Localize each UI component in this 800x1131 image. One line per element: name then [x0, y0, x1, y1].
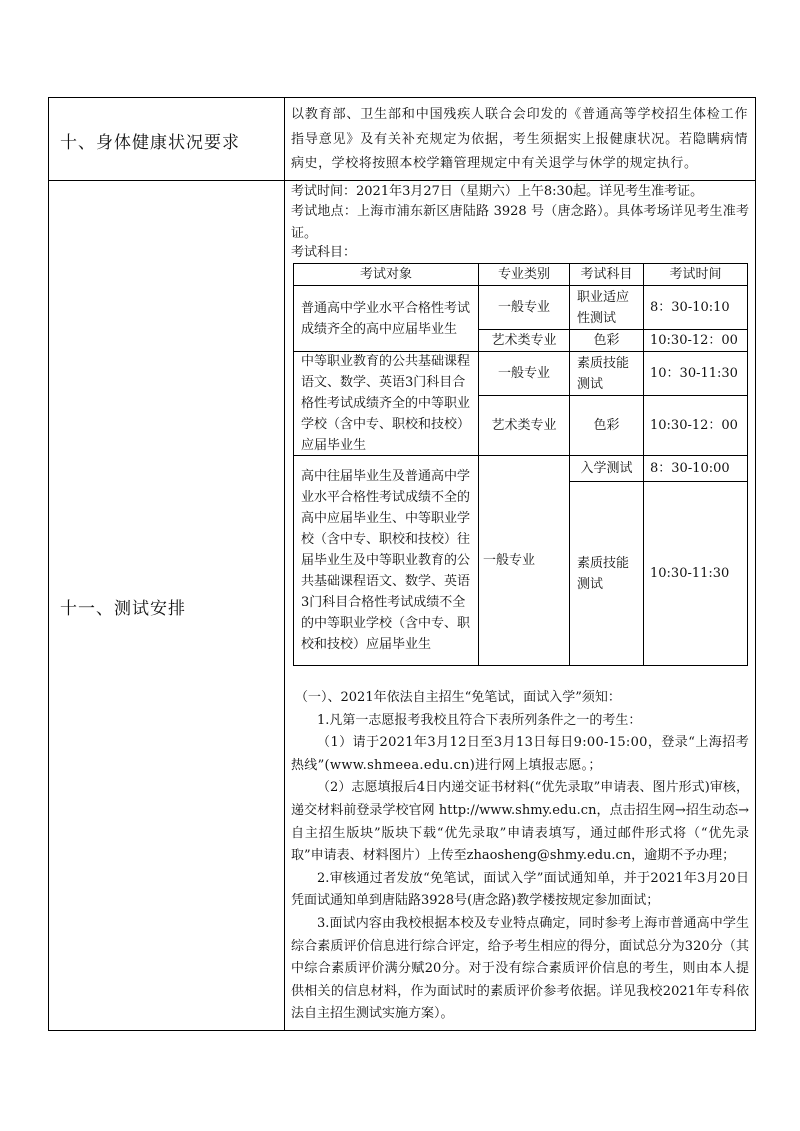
exam-schedule-table [293, 263, 748, 666]
notice-heading: （一）、2021年依法自主招生“免笔试，面试入学”须知： [295, 690, 621, 705]
group3-category: 一般专业 [482, 553, 535, 568]
group1-row1-subject [577, 286, 637, 329]
table-left-border [48, 97, 49, 1031]
group1-target-text: 普通高中学业水平合格性考试成绩齐全的高中应届毕业生 [301, 300, 471, 337]
table-top-border [48, 97, 756, 98]
header-subject: 考试科目 [580, 267, 633, 282]
group1-row2-subject: 色彩 [593, 333, 620, 348]
group2-row1-time: 10：30-11:30 [650, 366, 738, 381]
subjects-label: 考试科目： [291, 245, 357, 260]
inner-col-line [643, 263, 644, 666]
notice-item-1: 1.凡第一志愿报考我校且符合下表所列条件之一的考生： [317, 712, 642, 728]
header-time: 考试时间 [669, 267, 722, 282]
inner-table-left [293, 263, 294, 666]
notice-item-1b: （2）志愿填报后4日内递交证书材料(“优先录取”申请表、图片形式)审核，递交材料前登录学校官网 http://www.shmy.edu.cn，点击招生网→招生动态→自主招生版块”版块下载“优先录取”申请表填写，通过邮件形式将（“优先录取”申请表、材料图片）上传至zhaosheng@shmy.edu.cn，逾期不予办理； [291, 780, 749, 864]
notice-item-1a: （1）请于2021年3月12日至3月13日每日9:00-15:00，登录“上海招考热线”(www.shmeea.edu.cn)进行网上填报志愿。； [291, 735, 749, 773]
group2-row1-category: 一般专业 [497, 366, 550, 381]
group3-row1-time: 8：30-10:00 [650, 461, 730, 476]
group1-row1-time: 8：30-10:10 [650, 300, 730, 315]
group3-target-text: 高中往届毕业生及普通高中学业水平合格性考试成绩不全的高中应届毕业生、中等职业学校（含中专、职校和技校）往届毕业生及中等职业教育的公共基础课程语文、数学、英语3门科目合格性考试成绩不全的中等职业学校（含中专、职校和技校）应届毕业生 [301, 469, 471, 652]
group2-row2-category: 艺术类专业 [491, 418, 557, 433]
group2-row2-subject: 色彩 [593, 418, 620, 433]
notice-item-3: 3.面试内容由我校根据本校及专业特点确定，同时参考上海市普通高中学生综合素质评价信息进行综合评定，给予考生相应的得分，面试总分为320分（其中综合素质评价满分赋20分。对于没有综合素质评价信息的考生，则由本人提供相关的信息材料，作为面试时的素质评价参考依据。详见我校2021年专科依法自主招生测试实施方案）。 [291, 915, 749, 1022]
group2-target-text: 中等职业教育的公共基础课程语文、数学、英语3门科目合格性考试成绩齐全的中等职业学校（含中专、职校和技校）应届毕业生 [301, 354, 471, 453]
table-column-divider [284, 97, 285, 1031]
group3-row1-subject: 入学测试 [580, 461, 633, 476]
section-10-text: 以教育部、卫生部和中国残疾人联合会印发的《普通高等学校招生体检工作指导意见》及有关补充规定为依据，考生须据实上报健康状况。若隐瞒病情病史，学校将按照本校学籍管理规定中有关退学与休学的规定执行。 [291, 107, 748, 171]
table-right-border [755, 97, 756, 1031]
notice-block [291, 687, 749, 1026]
exam-place: 考试地点：上海市浦东新区唐陆路 3928 号（唐念路）。具体考场详见考生准考证。 [291, 204, 749, 241]
group1-target [301, 286, 473, 351]
notice-item-2: 2.审核通过者发放“免笔试，面试入学”面试通知单，并于2021年3月20日凭面试通知单到唐陆路3928号(唐念路)教学楼按规定参加面试； [291, 870, 749, 909]
exam-time: 考试时间：2021年3月27日（星期六）上午8:30起。详见考生准考证。 [291, 184, 704, 199]
group1-row1-category: 一般专业 [497, 300, 550, 315]
inner-table-bottom [293, 665, 748, 666]
group3-target [301, 456, 475, 665]
group3-row2-subject-text: 素质技能测试 [577, 555, 630, 592]
table-bottom-border [48, 1030, 756, 1031]
group2-row2-time: 10:30-12：00 [650, 418, 738, 433]
group2-target [301, 352, 475, 455]
section-10-title: 十、身体健康状况要求 [60, 133, 240, 153]
section-11-title: 十一、测试安排 [60, 599, 186, 619]
group1-row1-subject-text: 职业适应性测试 [577, 289, 630, 326]
group1-row2-time: 10:30-12：00 [650, 333, 738, 348]
group1-row2-category: 艺术类专业 [491, 333, 557, 348]
group2-row1-subject-text: 素质技能测试 [577, 355, 630, 392]
header-category: 专业类别 [497, 267, 550, 282]
header-target: 考试对象 [359, 267, 412, 282]
group3-row2-subject [577, 482, 637, 665]
group2-row1-subject [577, 352, 637, 395]
inner-table-right [747, 263, 748, 666]
group3-row2-time: 10:30-11:30 [650, 566, 730, 581]
